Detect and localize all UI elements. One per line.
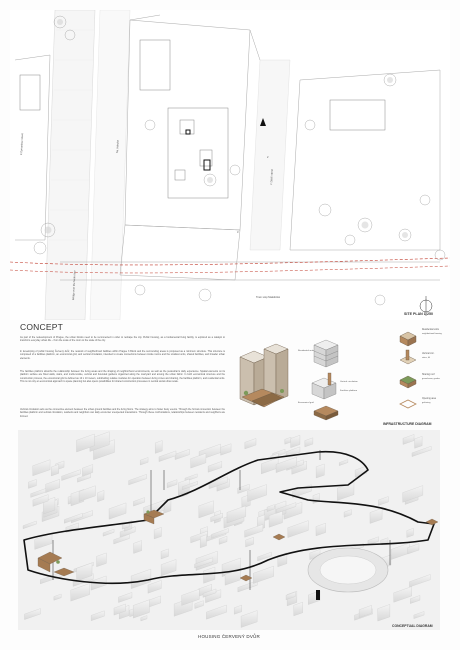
tram-stop-label: Tram stop Malešická <box>256 296 280 299</box>
city-block <box>155 441 162 454</box>
axonometric-building-illustration <box>232 335 362 425</box>
street-label-na-valeche: Na Valeche <box>116 139 120 154</box>
infra-item-2-desc: stairs, lift <box>422 357 430 359</box>
conceptual-diagram-title: CONCEPTUAL DIAGRAM <box>392 624 433 628</box>
conceptual-diagram <box>18 430 440 630</box>
concept-paragraph-1: As part of the redevelopment of Prague, the urban blocks need to be reconnected in order to reshape the city. Public housing, as a fundamental living facility, is explored as a catalyst to transform everyday urban life – from the scale of the room to the scale of the city. <box>20 336 225 343</box>
street-label-v-zatisi: V Zátiší street <box>270 169 274 186</box>
axo-label-grid: Economical grid <box>298 402 314 404</box>
infra-item-3-name: Sharing roof <box>422 374 435 376</box>
plot-label-2: 2 <box>267 156 269 159</box>
concept-paragraph-3: The facilities platform absorbs the relationship between the living areas and the shaping of neighborhood environments, as well as the pedestrian's daily experience. Spatial elements on its platform surface are fitted walls, stairs, and multi-module, vertical and bounded gardens organized along the courtyard and among the urban fabric. In both economical structure and the construction process, the economical grid is defined as 10 x 10 meters, subdividing relative modules for operation between living zones and sharing, the facilities platform, and residential units. This is not only an economical approach to space planning but also opens possibilities for shared construction processes in central social urban scale. <box>20 370 225 383</box>
infrastructure-title: INFRASTRUCTURE DIAGRAM <box>383 422 432 426</box>
infrastructure-diagram <box>396 320 446 420</box>
infra-item-4-desc: gathering <box>422 402 431 404</box>
street-label-k-dynamitce: K Dynamitce street <box>20 133 25 156</box>
axo-label-residential: Residential units <box>298 350 315 352</box>
plot-label-3: 3 <box>237 231 239 234</box>
bridge-label: Bridge over the Metro line <box>72 270 77 301</box>
concept-heading: CONCEPT <box>20 322 63 332</box>
axo-label-facilities: Facilities platform <box>340 390 358 392</box>
city-block <box>200 535 206 548</box>
concept-paragraph-4: Vertical circulation acts as the connective element between the urban ground facilities and the living floors. The strategy aims to foster lively events. Through the formal connection between the facilities platform and vertical circulation, residents and neighbors can daily encounter unexpected interactions. Through these confrontations, relationships between residents and neighbors are formed. <box>20 408 225 418</box>
infra-item-3-desc: greenhouse, garden <box>422 378 440 380</box>
infra-item-4-name: Opening area <box>422 398 436 400</box>
infra-item-1-desc: neighborhood housing <box>422 333 442 335</box>
site-plan-title: SITE PLAN 1:250 <box>404 312 433 316</box>
concept-paragraph-2: In developing of public housing Červený dvůr, the network of neighborhood facilities within Prague 3 Block and the surrounding areas is proposed as a minimum structure. This structure is composed of a facilities platform, an economical grid, and vertical circulation, intended to create connections between inside rooms and the smallest units, shared facilities, and broader urban elements. <box>20 350 225 360</box>
axo-label-vertical: Vertical circulation <box>340 381 358 383</box>
infra-item-1-name: Residential units <box>422 329 439 331</box>
infra-item-2-name: Vertical circ. <box>422 353 435 355</box>
poster-footer-title: HOUSING ČERVENÝ DVŮR <box>198 634 260 639</box>
